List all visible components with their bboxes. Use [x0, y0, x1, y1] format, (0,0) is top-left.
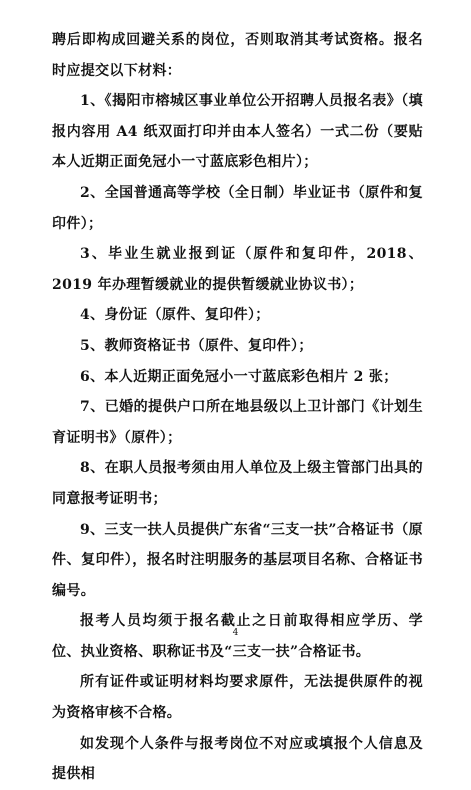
paragraph-mismatch-notice: 如发现个人条件与报考岗位不对应或填报个人信息及提供相: [52, 735, 423, 783]
paragraph-deadline-requirement: 报考人员均须于报名截止之日前取得相应学历、学位、执业资格、职称证书及“三支一扶”合格证书。: [52, 613, 423, 660]
paragraph-item-6-photos: 6、本人近期正面免冠小一寸蓝底彩色相片 2 张；: [80, 368, 398, 385]
paragraph-item-7-family-planning: 7、已婚的提供户口所在地县级以上卫计部门《计划生育证明书》（原件）；: [52, 399, 423, 446]
paragraph-item-4-id-card: 4、身份证（原件、复印件）；: [80, 307, 270, 324]
paragraph-item-5-teacher-certificate: 5、教师资格证书（原件、复印件）；: [80, 337, 313, 354]
paragraph-item-9-three-supports: 9、三支一扶人员提供广东省“三支一扶”合格证书（原件、复印件），报名时注明服务的基层项目名称、合格证书编号。: [52, 521, 423, 599]
page-number: 4: [232, 628, 239, 638]
paragraph-item-8-employer-consent: 8、在职人员报考须由用人单位及上级主管部门出具的同意报考证明书；: [52, 460, 423, 507]
paragraph-item-1-registration-form: 1、《揭阳市榕城区事业单位公开招聘人员报名表》（填报内容用 A4 纸双面打印并由本人签名）一式二份（要贴本人近期正面免冠小一寸蓝底彩色相片）；: [52, 93, 423, 171]
paragraph-originals-requirement: 所有证件或证明材料均要求原件，无法提供原件的视为资格审核不合格。: [52, 674, 423, 722]
paragraph-item-2-diploma: 2、全国普通高等学校（全日制）毕业证书（原件和复印件）；: [52, 184, 423, 232]
paragraph-item-3-employment-certificate: 3、毕业生就业报到证（原件和复印件，2018、2019 年办理暂缓就业的提供暂缓就业协议书）；: [52, 246, 423, 293]
document-body: [52, 25, 423, 790]
paragraph-continuation: 聘后即构成回避关系的岗位，否则取消其考试资格。报名时应提交以下材料：: [52, 32, 423, 79]
